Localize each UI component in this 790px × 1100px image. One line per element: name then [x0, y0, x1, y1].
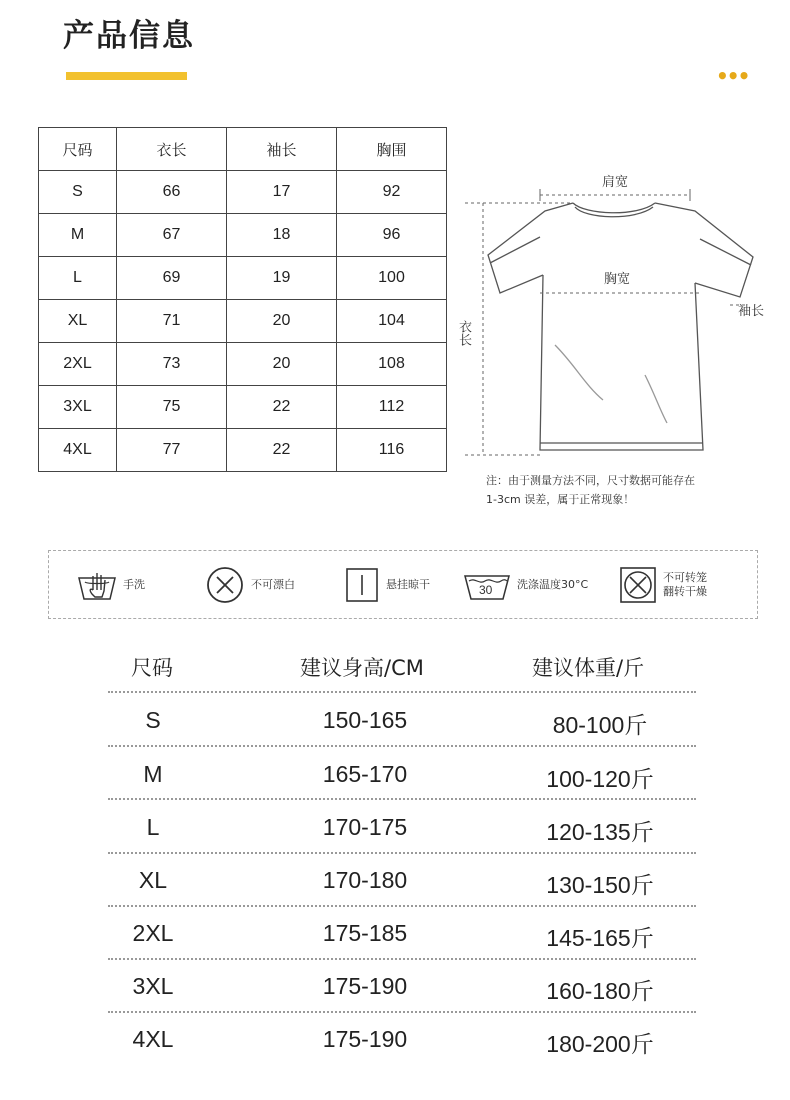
sleeve-cell: 18: [227, 214, 337, 257]
table-row: [39, 257, 447, 300]
length-cell: 67: [117, 214, 227, 257]
sleeve-cell: 19: [227, 257, 337, 300]
care-label-line: 翻转干燥: [663, 584, 707, 598]
care-wash-temp: [463, 551, 588, 618]
rec-header-height: 建议身高/CM: [300, 656, 424, 680]
tshirt-diagram: [455, 165, 775, 465]
body-length-label: 衣长: [456, 320, 471, 346]
more-dots: •••: [716, 64, 749, 88]
rec-height: 175-190: [322, 1026, 408, 1052]
table-row: [39, 343, 447, 386]
table-row: [39, 171, 447, 214]
rec-divider: [108, 905, 696, 907]
hang-dry-icon: [344, 566, 380, 604]
rec-weight: 130-150斤: [546, 872, 654, 898]
rec-divider: [108, 798, 696, 800]
size-cell: XL: [39, 300, 117, 343]
header-cell: 衣长: [117, 128, 227, 171]
care-no-bleach: [205, 551, 295, 618]
care-label: 不可漂白: [251, 577, 295, 591]
length-cell: 75: [117, 386, 227, 429]
rec-weight: 100-120斤: [546, 766, 654, 792]
length-cell: 69: [117, 257, 227, 300]
no-bleach-icon: [205, 565, 245, 605]
sleeve-cell: 20: [227, 300, 337, 343]
table-row: [39, 429, 447, 472]
length-cell: 66: [117, 171, 227, 214]
page-title: 产品信息: [63, 18, 195, 54]
rec-weight: 180-200斤: [546, 1031, 654, 1057]
care-instructions: [48, 550, 758, 619]
rec-header-weight: 建议体重/斤: [532, 656, 645, 680]
size-table: [38, 127, 447, 472]
no-tumble-dry-icon: [619, 566, 657, 604]
wash-temp-badge: 30: [479, 582, 493, 597]
header-cell: 袖长: [227, 128, 337, 171]
chest-cell: 104: [337, 300, 447, 343]
rec-height: 165-170: [322, 761, 408, 787]
table-row: [39, 300, 447, 343]
rec-size: 3XL: [132, 973, 174, 999]
length-cell: 71: [117, 300, 227, 343]
chest-width-label: 胸宽: [604, 272, 631, 287]
rec-height: 170-175: [322, 814, 408, 840]
title-underline: [66, 72, 187, 80]
chest-cell: 112: [337, 386, 447, 429]
shoulder-width-label: 肩宽: [602, 175, 629, 190]
chest-cell: 96: [337, 214, 447, 257]
care-no-tumble-dry: [619, 551, 707, 618]
care-label: [663, 571, 707, 599]
rec-weight: 145-165斤: [546, 925, 654, 951]
rec-size: M: [143, 761, 163, 787]
rec-header-size: 尺码: [131, 656, 173, 680]
measurement-note: [486, 471, 756, 509]
length-cell: 77: [117, 429, 227, 472]
rec-divider: [108, 1011, 696, 1013]
chest-cell: 100: [337, 257, 447, 300]
rec-height: 170-180: [322, 867, 408, 893]
size-cell: S: [39, 171, 117, 214]
rec-divider: [108, 691, 696, 693]
sleeve-cell: 22: [227, 386, 337, 429]
table-row: [39, 386, 447, 429]
size-cell: L: [39, 257, 117, 300]
rec-height: 175-185: [322, 920, 408, 946]
chest-cell: 116: [337, 429, 447, 472]
sleeve-cell: 20: [227, 343, 337, 386]
rec-weight: 160-180斤: [546, 978, 654, 1004]
tshirt-illustration: [455, 165, 775, 465]
care-label-line: 不可转笼: [663, 570, 707, 584]
note-line: 注：由于测量方法不同，尺寸数据可能存在: [486, 474, 695, 487]
rec-divider: [108, 852, 696, 854]
sleeve-cell: 22: [227, 429, 337, 472]
length-cell: 73: [117, 343, 227, 386]
sleeve-cell: 17: [227, 171, 337, 214]
care-hang-dry: [344, 551, 430, 618]
rec-weight: 120-135斤: [546, 819, 654, 845]
header-cell: 尺码: [39, 128, 117, 171]
rec-size: L: [146, 814, 160, 840]
care-label: 悬挂晾干: [386, 577, 430, 591]
rec-size: S: [145, 707, 161, 733]
rec-size: 2XL: [132, 920, 174, 946]
rec-height: 175-190: [322, 973, 408, 999]
size-cell: M: [39, 214, 117, 257]
care-label: 洗涤温度30°C: [517, 577, 589, 591]
sleeve-length-label: 袖长: [738, 304, 765, 319]
rec-weight: 80-100斤: [552, 712, 648, 738]
rec-divider: [108, 745, 696, 747]
wash-temp-icon: [463, 568, 511, 602]
size-table-header: [39, 128, 447, 171]
chest-cell: 92: [337, 171, 447, 214]
size-cell: 2XL: [39, 343, 117, 386]
rec-divider: [108, 958, 696, 960]
hand-wash-icon: [77, 568, 117, 602]
rec-size: 4XL: [132, 1026, 174, 1052]
care-hand-wash: [77, 551, 145, 618]
note-line: 1-3cm 误差，属于正常现象！: [486, 493, 635, 506]
care-label: 手洗: [123, 577, 145, 591]
size-cell: 4XL: [39, 429, 117, 472]
rec-height: 150-165: [322, 707, 408, 733]
size-cell: 3XL: [39, 386, 117, 429]
table-row: [39, 214, 447, 257]
chest-cell: 108: [337, 343, 447, 386]
header-cell: 胸围: [337, 128, 447, 171]
rec-size: XL: [138, 867, 168, 893]
